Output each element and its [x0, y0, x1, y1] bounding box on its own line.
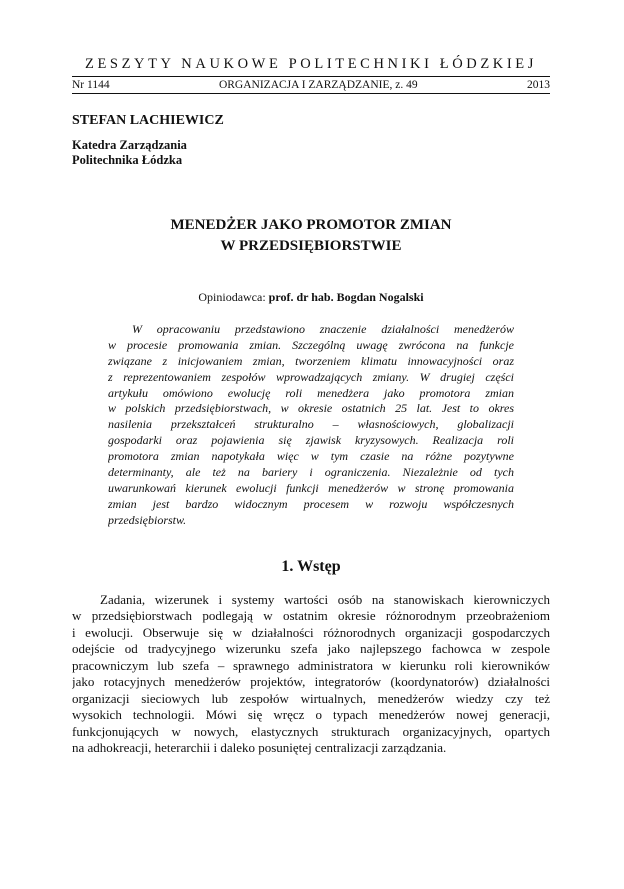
- abstract-line: nasilenia przekształceń strukturalno – własnościowych, globalizacji: [108, 417, 514, 432]
- body-paragraph: [72, 592, 550, 756]
- body-line: organizacji sieciowych lub zespołów wirtualnych, menedżerów wiedzy czy też: [72, 690, 550, 706]
- abstract-line: W opracowaniu przedstawiono znaczenie działalności menedżerów: [132, 322, 514, 336]
- body-line: w przedsiębiorstwach podlegają w ostatnim okresie różnorodnym przeobrażeniom: [72, 608, 550, 624]
- issue-number: Nr 1144: [72, 79, 110, 91]
- abstract-line: determinanty, ale też na bariery i ograniczenia. Niezależnie od tych: [108, 465, 514, 480]
- article-title-line-2: W PRZEDSIĘBIORSTWIE: [220, 238, 402, 254]
- abstract-line: w polskich przedsiębiorstwach, w okresie ostatnich 25 lat. Jest to okres: [108, 401, 514, 416]
- body-line: pracowniczym lub szefa – sprawnego administratora w kierunku roli kierowników: [72, 657, 550, 673]
- abstract-line: z reprezentowaniem zespołów wprowadzających zmiany. W drugiej części: [108, 369, 514, 384]
- article-title-line-1: MENEDŻER JAKO PROMOTOR ZMIAN: [170, 217, 452, 233]
- author-name: STEFAN LACHIEWICZ: [72, 113, 224, 128]
- body-line: wysokich technologii. Mówi się wręcz o typach menedżerów nowej generacji,: [72, 707, 550, 723]
- journal-title: ZESZYTY NAUKOWE POLITECHNIKI ŁÓDZKIEJ: [84, 56, 537, 72]
- header-rule-bottom: [72, 93, 550, 94]
- body-line: Zadania, wizerunek i systemy wartości osób na stanowiskach kierowniczych: [100, 592, 550, 607]
- abstract-line: uwarunkowań kierunek ewolucji funkcji menedżerów w stronę promowania: [108, 480, 514, 495]
- abstract-line: związane z inicjowaniem zmian, tworzeniem klimatu innowacyjności oraz: [108, 353, 514, 368]
- abstract-line: gospodarki oraz pojawienia się zjawisk kryzysowych. Realizacja roli: [108, 433, 514, 448]
- author-department: Katedra Zarządzania: [72, 138, 187, 152]
- reviewer-line: [72, 290, 550, 305]
- series-name: ORGANIZACJA I ZARZĄDZANIE, z. 49: [218, 79, 418, 91]
- publication-year: 2013: [527, 79, 550, 91]
- abstract-line: promotora zmian napotykała więc w tym czasie na różne pozytywne: [108, 449, 514, 464]
- reviewer-name: prof. dr hab. Bogdan Nogalski: [268, 290, 424, 304]
- abstract-line: w procesie promowania zmian. Szczególną uwagę zwrócona na funkcje: [108, 337, 514, 352]
- abstract-line: zmian jest bardzo widocznym procesem w rozwoju współczesnych: [108, 496, 514, 511]
- journal-meta: [72, 79, 550, 91]
- body-line: funkcjonujących w nowych, elastycznych strukturach organizacyjnych, opartych: [72, 723, 550, 739]
- body-line: i ewolucji. Obserwuje się w działalności różnorodnych organizacji gospodarczych: [72, 624, 550, 640]
- abstract: [108, 322, 514, 529]
- body-line: jako rotacyjnych menedżerów projektów, integratorów (koordynatorów) działalności: [72, 674, 550, 690]
- body-line: na adhokreacji, heterarchii i daleko posuniętej centralizacji zarządzania.: [72, 739, 447, 755]
- section-heading: 1. Wstęp: [281, 558, 341, 575]
- body-line: odejście od tradycyjnego wizerunku szefa jako najlepszego fachowca w zespole: [72, 641, 550, 657]
- header-rule-top: [72, 76, 550, 77]
- author-institution: Politechnika Łódzka: [72, 153, 183, 167]
- abstract-line: artykułu omówiono ewolucję roli menedżera jako promotora zmian: [108, 385, 514, 400]
- abstract-line: przedsiębiorstw.: [108, 512, 187, 527]
- reviewer-label: Opiniodawca:: [198, 290, 266, 304]
